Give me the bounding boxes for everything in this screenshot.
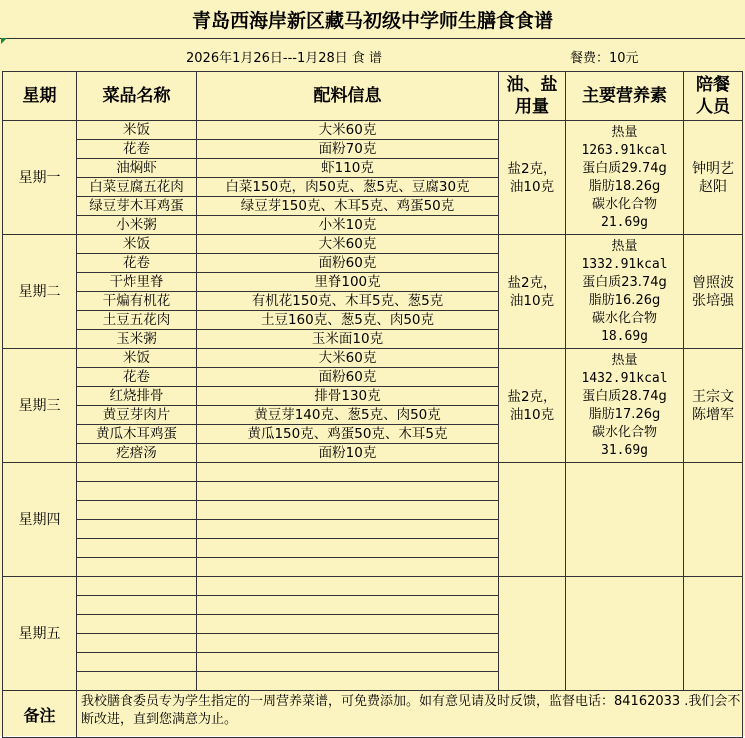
dish-name: [77, 653, 197, 672]
dish-name: [77, 539, 197, 558]
protein-value: 蛋白质28.74g: [582, 388, 667, 404]
dish-ingredients: [197, 558, 499, 577]
dish-name: 黄豆芽肉片: [77, 406, 197, 425]
header-row: [3, 72, 743, 121]
nutrition-info: [566, 349, 684, 463]
oil-amount: 油10克: [509, 178, 555, 195]
dish-name: [77, 672, 197, 691]
staff-name: 曾照波: [692, 274, 734, 291]
dish-ingredients: 虾110克: [197, 159, 499, 178]
fat-value: 脂肪17.26g: [588, 406, 661, 422]
remark-label: 备注: [3, 691, 77, 738]
table-row: [3, 577, 743, 596]
staff-name: 张培强: [692, 292, 734, 309]
nutrition-info: [566, 121, 684, 235]
dish-ingredients: 大米60克: [197, 121, 499, 140]
header-oil-salt-line2: 用量: [515, 97, 549, 117]
dish-name: 米饭: [77, 235, 197, 254]
dish-ingredients: 大米60克: [197, 235, 499, 254]
remark-row: [3, 691, 743, 738]
dish-name: 米饭: [77, 349, 197, 368]
header-dish: 菜品名称: [77, 72, 197, 121]
header-oil-salt: [499, 72, 566, 121]
energy-value: 1332.91kcal: [581, 256, 668, 272]
header-ingredients: 配料信息: [197, 72, 499, 121]
dish-ingredients: 绿豆芽150克、木耳5克、鸡蛋50克: [197, 197, 499, 216]
carb-label: 碳水化合物: [591, 310, 657, 326]
dish-ingredients: 黄豆芽140克、葱5克、肉50克: [197, 406, 499, 425]
dish-name: [77, 463, 197, 482]
dish-ingredients: [197, 577, 499, 596]
dish-name: 土豆五花肉: [77, 311, 197, 330]
carb-value: 18.69g: [601, 328, 648, 344]
header-day: 星期: [3, 72, 77, 121]
menu-table: [2, 71, 743, 738]
dish-ingredients: 大米60克: [197, 349, 499, 368]
nutrition-info: [566, 235, 684, 349]
header-staff-line1: 陪餐: [696, 75, 730, 95]
header-oil-salt-line1: 油、盐: [506, 75, 558, 95]
dish-ingredients: 里脊100克: [197, 273, 499, 292]
dish-ingredients: 玉米面10克: [197, 330, 499, 349]
dish-ingredients: 面粉10克: [197, 444, 499, 463]
remark-text: 我校膳食委员专为学生指定的一周营养菜谱，可免费添加。如有意见请及时反馈，监督电话：84162033 .我们会不断改进，直到您满意为止。: [77, 691, 743, 738]
energy-value: 1263.91kcal: [581, 142, 668, 158]
energy-label: 热量: [611, 238, 638, 254]
dish-name: [77, 634, 197, 653]
dish-name: [77, 501, 197, 520]
dish-name: 米饭: [77, 121, 197, 140]
dish-name: [77, 520, 197, 539]
carb-label: 碳水化合物: [591, 424, 657, 440]
dish-ingredients: [197, 501, 499, 520]
accompanying-staff: [684, 349, 743, 463]
header-staff-line2: 人员: [696, 97, 730, 117]
dish-ingredients: 白菜150克，肉50克、葱5克、豆腐30克: [197, 178, 499, 197]
dish-ingredients: [197, 596, 499, 615]
dish-ingredients: [197, 634, 499, 653]
dish-ingredients: [197, 520, 499, 539]
dish-ingredients: [197, 539, 499, 558]
day-name: 星期一: [3, 121, 77, 235]
page-title: 青岛西海岸新区藏马初级中学师生膳食食谱: [0, 0, 745, 39]
oil-salt-amount: [499, 349, 566, 463]
dish-name: [77, 558, 197, 577]
accompanying-staff: [684, 121, 743, 235]
dish-name: 疙瘩汤: [77, 444, 197, 463]
day-name: 星期四: [3, 463, 77, 577]
dish-ingredients: 面粉60克: [197, 368, 499, 387]
dish-name: [77, 577, 197, 596]
salt-amount: 盐2克，: [507, 274, 557, 291]
dish-ingredients: [197, 463, 499, 482]
dish-name: 小米粥: [77, 216, 197, 235]
nutrition-info: [566, 463, 684, 577]
carb-label: 碳水化合物: [591, 196, 657, 212]
day-name: 星期三: [3, 349, 77, 463]
dish-ingredients: [197, 653, 499, 672]
header-staff: [684, 72, 743, 121]
menu-dates: 2026年1月26日---1月28日 食 谱: [186, 51, 383, 66]
fat-value: 脂肪18.26g: [588, 178, 661, 194]
header-nutrition: 主要营养素: [566, 72, 684, 121]
dish-name: [77, 615, 197, 634]
menu-body: [3, 121, 743, 691]
protein-value: 蛋白质23.74g: [582, 274, 667, 290]
dish-name: 玉米粥: [77, 330, 197, 349]
dish-ingredients: [197, 672, 499, 691]
dish-name: 白菜豆腐五花肉: [77, 178, 197, 197]
dish-ingredients: 面粉60克: [197, 254, 499, 273]
dish-name: 花卷: [77, 140, 197, 159]
dish-ingredients: 有机花150克、木耳5克、葱5克: [197, 292, 499, 311]
table-row: [3, 121, 743, 140]
protein-value: 蛋白质29.74g: [582, 160, 667, 176]
dish-name: 红烧排骨: [77, 387, 197, 406]
oil-amount: 油10克: [509, 406, 555, 423]
meal-fee: 餐费：10元: [570, 51, 639, 66]
dish-ingredients: 小米10克: [197, 216, 499, 235]
oil-salt-amount: [499, 121, 566, 235]
energy-value: 1432.91kcal: [581, 370, 668, 386]
oil-salt-amount: [499, 577, 566, 691]
fat-value: 脂肪16.26g: [588, 292, 661, 308]
energy-label: 热量: [611, 124, 638, 140]
carb-value: 31.69g: [601, 442, 648, 458]
table-row: [3, 349, 743, 368]
accompanying-staff: [684, 463, 743, 577]
dish-name: [77, 596, 197, 615]
staff-name: 王宗文: [692, 388, 734, 405]
subtitle-row: [0, 39, 745, 71]
staff-name: 陈增军: [692, 406, 734, 423]
staff-name: 赵阳: [699, 178, 727, 195]
carb-value: 21.69g: [601, 214, 648, 230]
salt-amount: 盐2克，: [507, 160, 557, 177]
dish-name: [77, 482, 197, 501]
dish-ingredients: 排骨130克: [197, 387, 499, 406]
dish-ingredients: [197, 482, 499, 501]
nutrition-info: [566, 577, 684, 691]
dish-name: 花卷: [77, 254, 197, 273]
accompanying-staff: [684, 577, 743, 691]
dish-ingredients: 土豆160克、葱5克、肉50克: [197, 311, 499, 330]
dish-ingredients: 面粉70克: [197, 140, 499, 159]
energy-label: 热量: [611, 352, 638, 368]
dish-name: 绿豆芽木耳鸡蛋: [77, 197, 197, 216]
dish-name: 花卷: [77, 368, 197, 387]
day-name: 星期二: [3, 235, 77, 349]
table-row: [3, 235, 743, 254]
salt-amount: 盐2克，: [507, 388, 557, 405]
dish-name: 干煸有机花: [77, 292, 197, 311]
oil-amount: 油10克: [509, 292, 555, 309]
dish-ingredients: [197, 615, 499, 634]
day-name: 星期五: [3, 577, 77, 691]
accompanying-staff: [684, 235, 743, 349]
staff-name: 钟明艺: [692, 160, 734, 177]
oil-salt-amount: [499, 235, 566, 349]
dish-name: 黄瓜木耳鸡蛋: [77, 425, 197, 444]
dish-ingredients: 黄瓜150克、鸡蛋50克、木耳5克: [197, 425, 499, 444]
table-row: [3, 463, 743, 482]
dish-name: 油焖虾: [77, 159, 197, 178]
dish-name: 干炸里脊: [77, 273, 197, 292]
oil-salt-amount: [499, 463, 566, 577]
